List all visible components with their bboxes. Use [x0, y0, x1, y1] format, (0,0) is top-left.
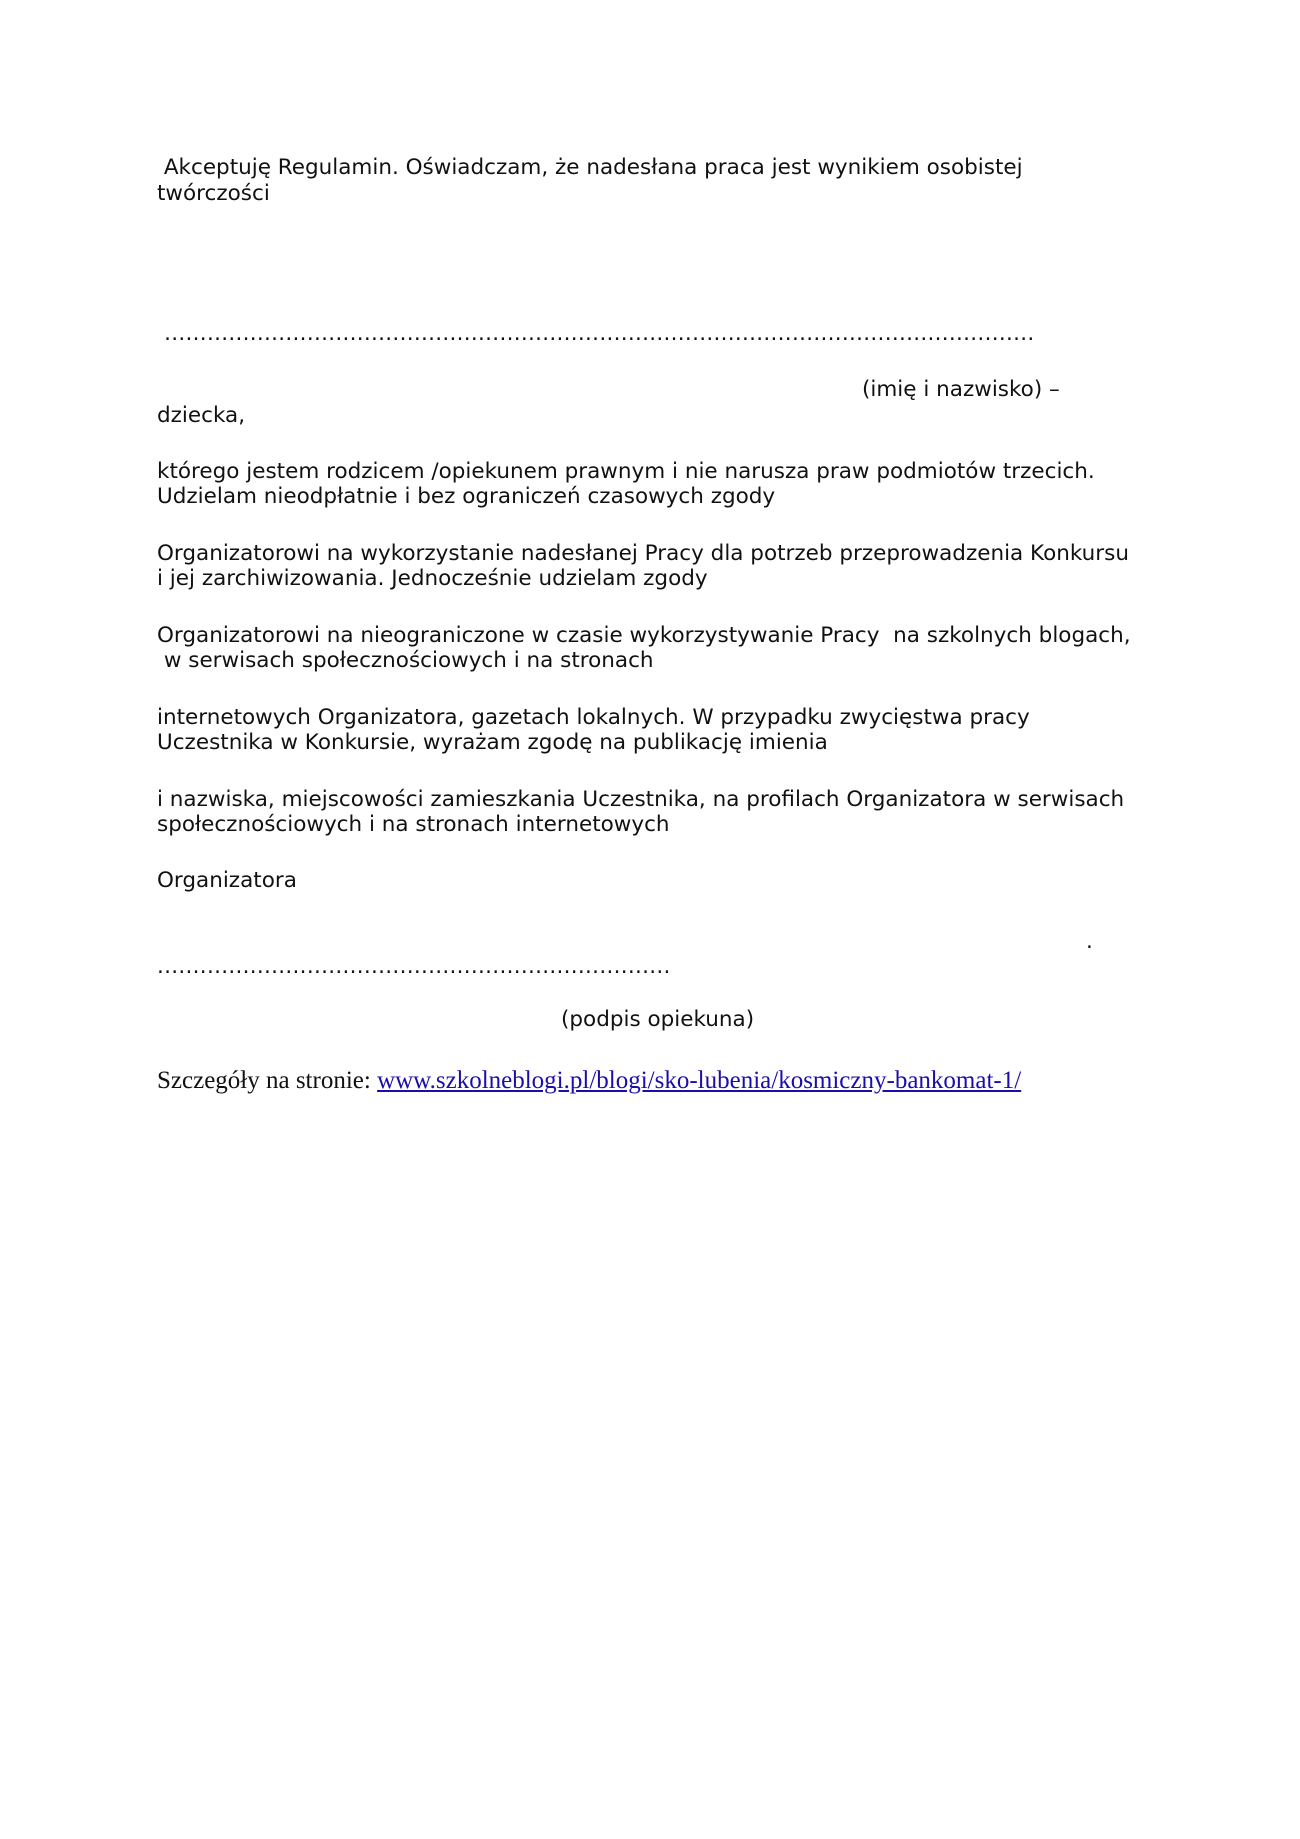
- details-label: Szczegóły na stronie:: [157, 1067, 378, 1094]
- paragraph-5-line-1: i nazwiska, miejscowości zamieszkania Uczestnika, na profilach Organizatora w serwisach: [157, 787, 1125, 812]
- name-caption: (imię i nazwisko) –: [862, 377, 1060, 402]
- paragraph-2-line-2: i jej zarchiwizowania. Jednocześnie udzielam zgody: [157, 566, 708, 591]
- paragraph-4-line-2: Uczestnika w Konkursie, wyrażam zgodę na publikację imienia: [157, 730, 828, 755]
- paragraph-2-line-1: Organizatorowi na wykorzystanie nadesłanej Pracy dla potrzeb przeprowadzenia Konkursu: [157, 541, 1129, 566]
- name-dotted-line: ..........................................................................................................................: [157, 321, 1035, 346]
- paragraph-6-line-1: Organizatora: [157, 868, 297, 893]
- paragraph-1-line-2: Udzielam nieodpłatnie i bez ograniczeń czasowych zgody: [157, 484, 776, 509]
- statement-line-2: twórczości: [157, 181, 270, 206]
- paragraph-3-line-2: w serwisach społecznościowych i na stronach: [157, 648, 654, 673]
- paragraph-5-line-2: społecznościowych i na stronach internetowych: [157, 812, 670, 837]
- details-line: [157, 1066, 1021, 1096]
- paragraph-4-line-1: internetowych Organizatora, gazetach lokalnych. W przypadku zwycięstwa pracy: [157, 705, 1030, 730]
- child-word: dziecka,: [157, 403, 246, 428]
- statement-line-1: Akceptuję Regulamin. Oświadczam, że nadesłana praca jest wynikiem osobistej: [157, 155, 1023, 180]
- details-link[interactable]: www.szkolneblogi.pl/blogi/sko-lubenia/kosmiczny-bankomat-1/: [377, 1067, 1022, 1094]
- signature-caption: (podpis opiekuna): [561, 1007, 755, 1032]
- paragraph-3-line-1: Organizatorowi na nieograniczone w czasie wykorzystywanie Pracy na szkolnych blogach,: [157, 623, 1131, 648]
- paragraph-1-line-1: którego jestem rodzicem /opiekunem prawnym i nie narusza praw podmiotów trzecich.: [157, 459, 1095, 484]
- right-dot: .: [1086, 929, 1093, 954]
- signature-dotted-line: ........................................................................: [157, 954, 671, 979]
